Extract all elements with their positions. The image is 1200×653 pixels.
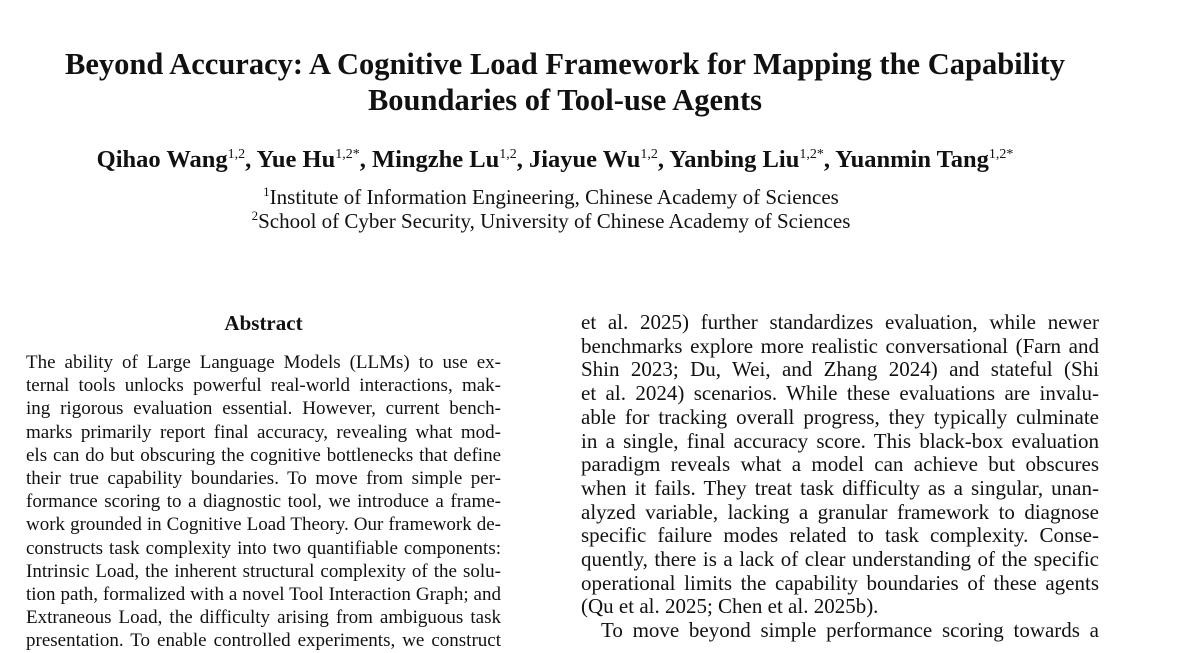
author: Qihao Wang$^{1,2}$, [96,146,257,173]
body-line: Shin 2023; Du, Wei, and Zhang 2024) and stateful (Shi [581,357,1099,382]
author: Yanbing Liu$^{1,2*}$, [669,146,836,173]
body-line: quently, there is a lack of clear understanding of the specific [581,547,1099,572]
affiliation: $^2$School of Cyber Security, University of Chinese Academy of Sciences [251,208,851,233]
body-line: et al. 2024) scenarios. While these evaluations are invalu- [581,381,1099,406]
author: Yue $Hu^{1,2*}$, [256,146,372,173]
author: Mingzhe Lu$^{1,2}$, [371,146,529,173]
body-line: (Qu et al. 2025; Chen et al. 2025b). [581,594,879,619]
abstract-line: Intrinsic Load, the inherent structural complexity of the solu- [26,560,501,582]
author: Yuanmin Tang$^{1,2*}$ [835,146,1014,173]
affiliation: $^1$Institute of Information Engineering, Chinese Academy of Sciences [263,184,839,209]
abstract-line: ternal tools unlocks powerful real-world interactions, mak- [26,375,501,397]
affiliation-list [0,185,1102,233]
abstract-line: formance scoring to a diagnostic tool, we introduce a frame- [26,491,501,513]
abstract-line: marks primarily report final accuracy, revealing what mod- [26,421,501,443]
abstract-line: work grounded in Cognitive Load Theory. Our framework de- [26,514,501,536]
abstract-line: Extraneous Load, the difficulty arising from ambiguous task [26,607,501,629]
abstract-line: constructs task complexity into two quantifiable components: [26,537,501,559]
abstract-line: The ability of Large Language Models (LLMs) to use ex- [26,352,501,373]
intro-body [581,311,1099,643]
abstract-line: their true capability boundaries. To move from simple per- [26,468,501,490]
abstract-line: els can do but obscuring the cognitive bottlenecks that define [26,444,501,466]
body-line: To move beyond simple performance scoring towards a [601,618,1099,643]
author: Jiayue Wu$^{1,2}$, [528,146,670,173]
body-line: when it fails. They treat task difficulty as a singular, unan- [581,475,1099,500]
abstract-heading: Abstract [224,311,303,335]
abstract-line: presentation. To enable controlled experiments, we construct [26,630,501,652]
body-line: alyzed variable, lacking a granular framework to diagnose [581,499,1099,524]
abstract-line: tion path, formalized with a novel Tool Interaction Graph; and [26,584,501,606]
body-line: et al. 2025) further standardizes evaluation, while newer [581,310,1099,334]
abstract-line: ing rigorous evaluation essential. However, current bench- [26,398,501,420]
abstract-body [26,351,501,653]
paper-title [20,46,1110,118]
body-line: benchmarks explore more realistic conversational (Farn and [581,333,1099,358]
body-line: specific failure modes related to task complexity. Conse- [581,523,1099,548]
author-list [0,142,1110,178]
title-line: Beyond Accuracy: A Cognitive Load Framework for Mapping the Capability [64,47,1065,81]
body-line: paradigm reveals what a model can achieve but obscures [581,452,1099,477]
body-line: operational limits the capability boundaries of these agents [581,570,1099,595]
body-line: able for tracking overall progress, they typically culminate [581,404,1099,429]
body-line: in a single, final accuracy score. This black-box evaluation [581,428,1099,453]
title-line: Boundaries of Tool-use Agents [367,83,763,117]
